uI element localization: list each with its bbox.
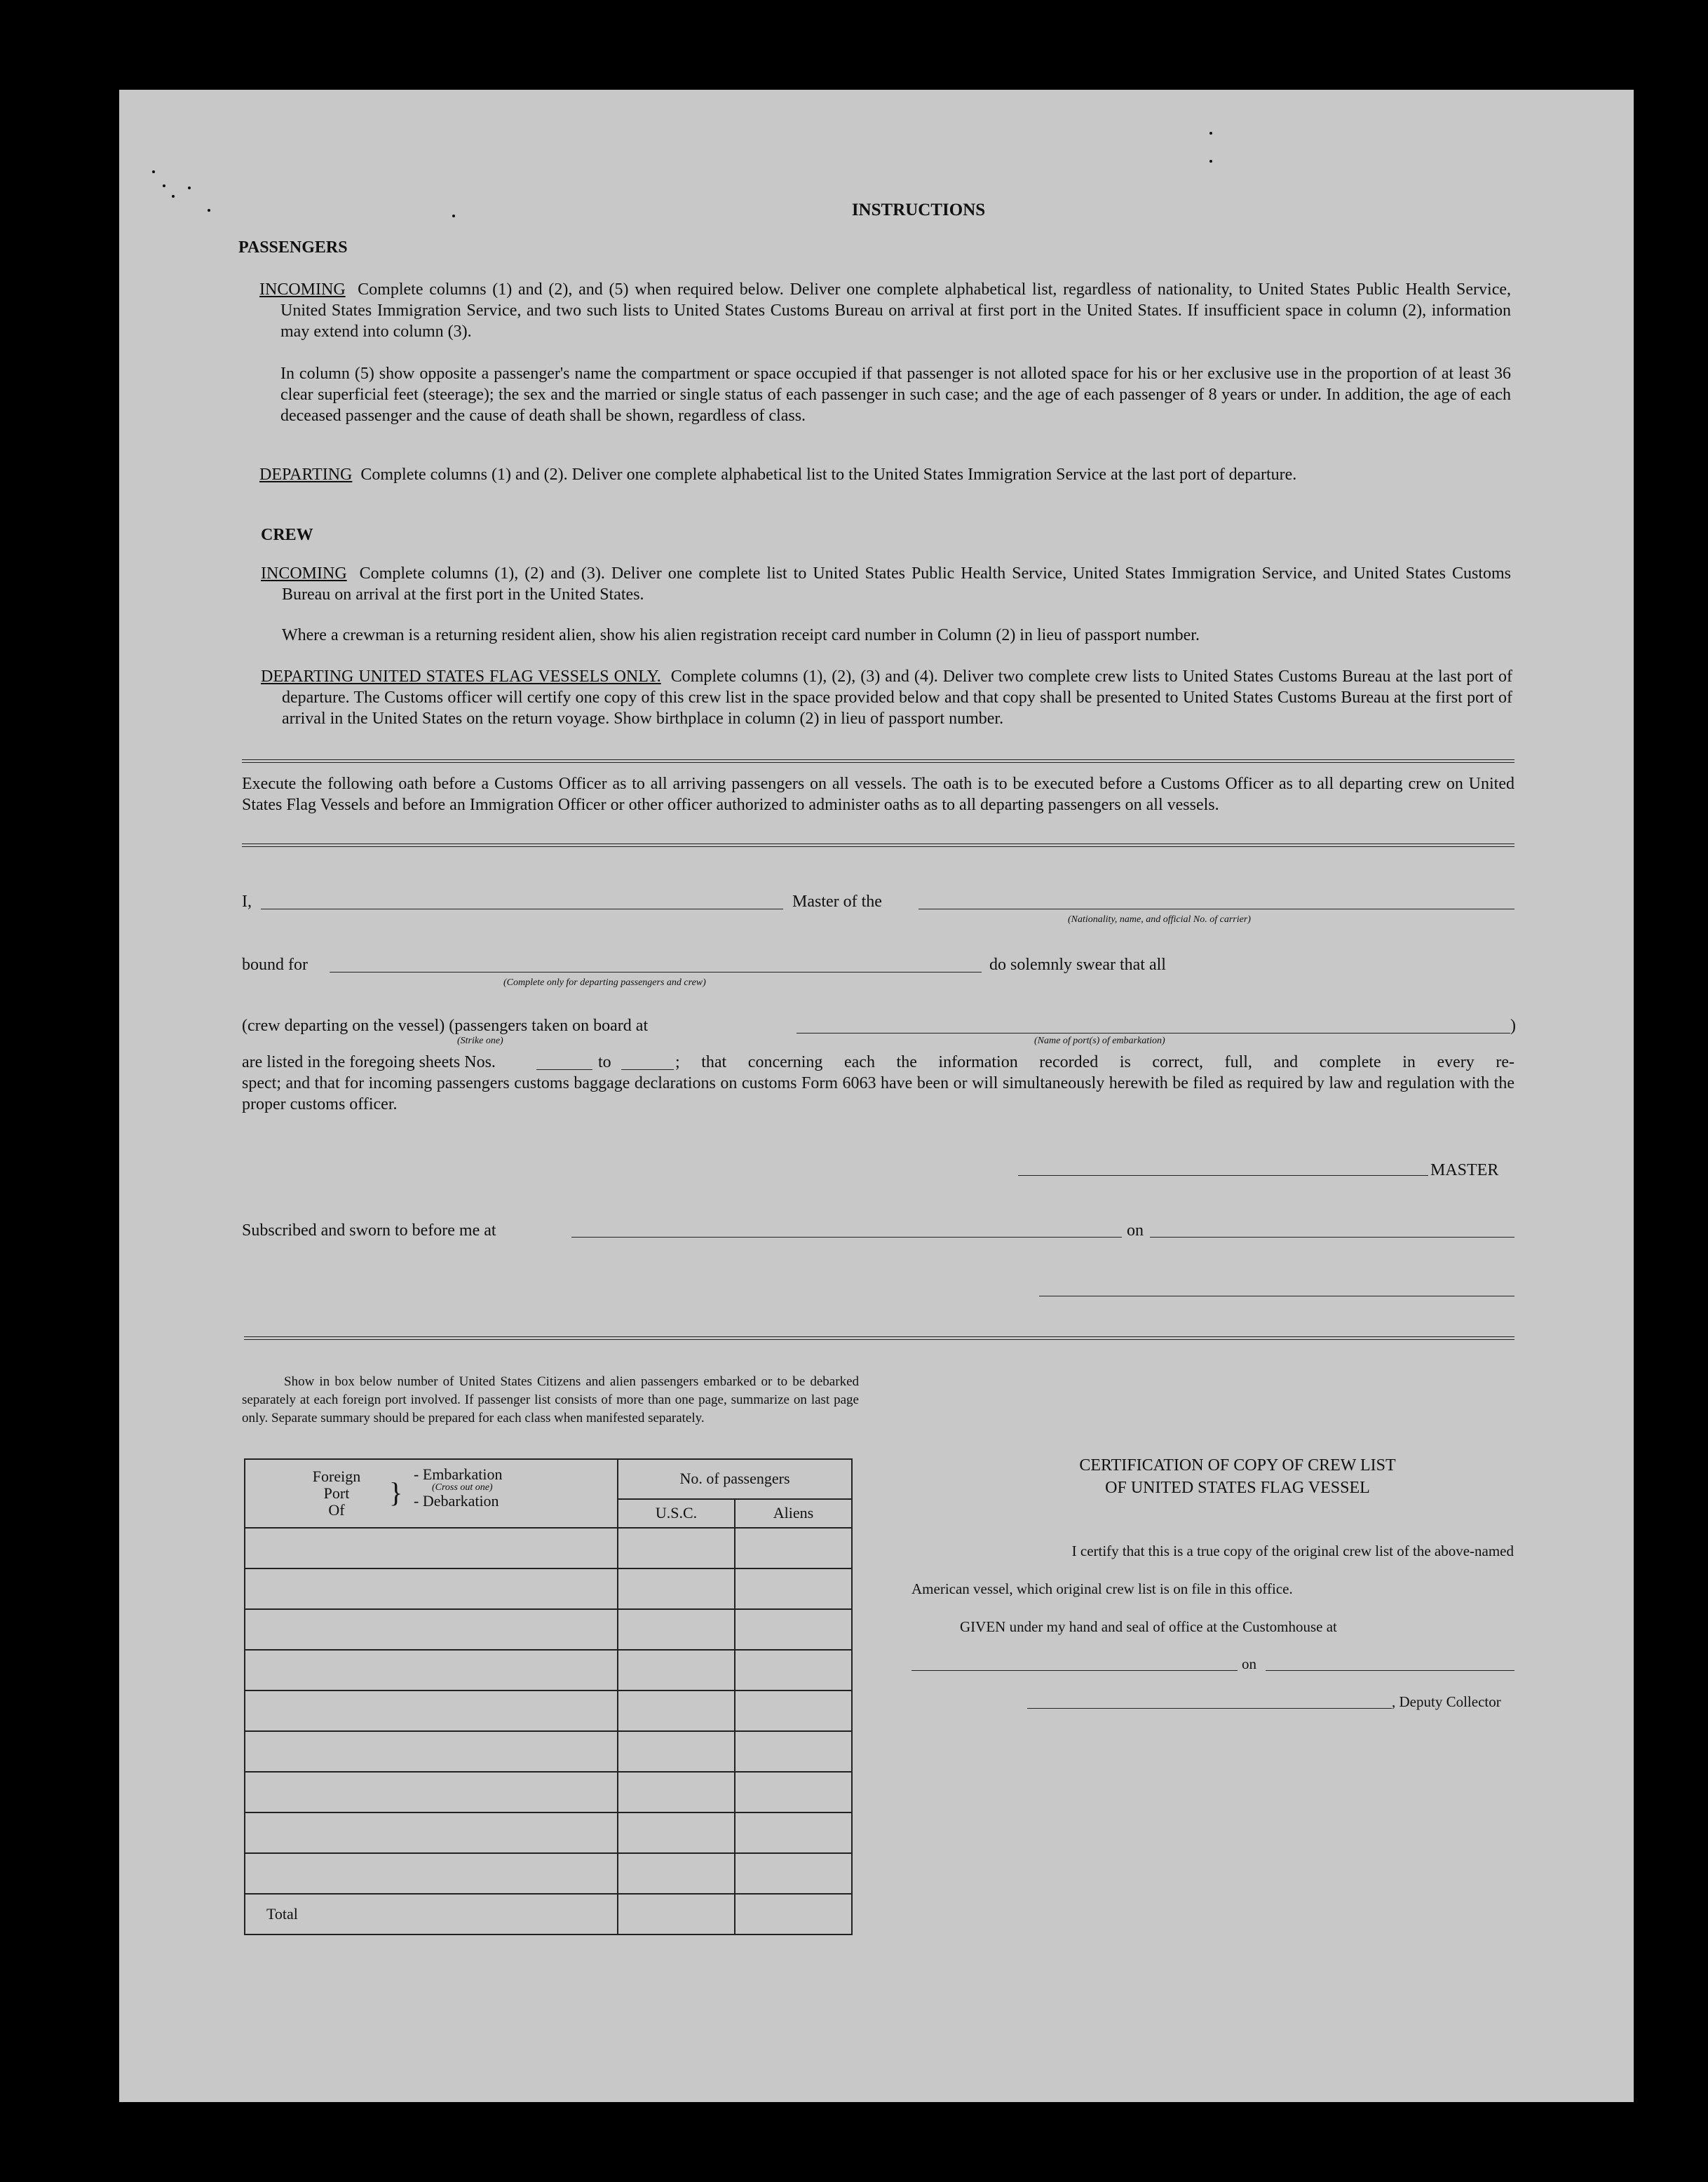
- crew-departing-paragraph: [261, 666, 1512, 729]
- usc-cell[interactable]: [618, 1812, 735, 1853]
- port-cell[interactable]: [245, 1528, 618, 1568]
- listed-line-b: ; that concerning each the information recorded is correct, full, and complete in every re-: [675, 1053, 1514, 1071]
- certification-title: [989, 1454, 1486, 1499]
- aliens-cell[interactable]: [735, 1609, 852, 1650]
- speck: [1209, 132, 1212, 135]
- master-signature-field[interactable]: [1018, 1175, 1428, 1176]
- speck: [172, 195, 175, 198]
- oath-intro: Execute the following oath before a Customs Officer as to all arriving passengers on all vessels. The oath is to be executed before a Customs Officer as to all departing crew on United States Flag Vessels and before an Immigration Officer or other officer authorized to administer oaths as to all departing passengers on all vessels.: [242, 775, 1514, 814]
- passengers-heading: PASSENGERS: [238, 238, 348, 257]
- crew-incoming-label: INCOMING: [261, 564, 347, 583]
- aliens-cell[interactable]: [735, 1812, 852, 1853]
- aliens-cell[interactable]: [735, 1853, 852, 1894]
- usc-cell[interactable]: [618, 1568, 735, 1609]
- port-cell[interactable]: [245, 1853, 618, 1894]
- crew-incoming-paragraph: [261, 563, 1511, 605]
- usc-cell[interactable]: [618, 1731, 735, 1772]
- cert-line-1: I certify that this is a true copy of the original crew list of the above-named: [1071, 1543, 1514, 1559]
- usc-header: U.S.C.: [618, 1499, 735, 1528]
- port-cell[interactable]: [245, 1812, 618, 1853]
- subscribed-label: Subscribed and sworn to before me at: [242, 1221, 496, 1240]
- brace-icon: }: [389, 1477, 403, 1508]
- crew-departing-text: Complete columns (1), (2), (3) and (4). Deliver two complete crew lists to United States Customs Bureau at the last port of departure. The Customs officer will certify one copy of this crew list in the space provided below and that copy shall be presented to United States Customs Bureau at the first port of arrival in the United States on the return voyage. Show birthplace in column (2) in lieu of passport number.: [282, 668, 1512, 728]
- passenger-summary-table: [244, 1458, 853, 1935]
- crew-departing-label: DEPARTING UNITED STATES FLAG VESSELS ONLY.: [261, 668, 661, 686]
- sheet-to-field[interactable]: [621, 1069, 674, 1070]
- no-passengers-header: No. of passengers: [618, 1459, 852, 1499]
- certification-title-line-1: CERTIFICATION OF COPY OF CREW LIST: [1079, 1456, 1396, 1475]
- port-cell[interactable]: [245, 1568, 618, 1609]
- passengers-departing-text: Complete columns (1) and (2). Deliver one complete alphabetical list to the United States Immigration Service at the last port of departure.: [360, 466, 1297, 484]
- port-of-embarkation-field[interactable]: [797, 1033, 1510, 1034]
- speck: [452, 215, 455, 217]
- crew-passengers-label: (crew departing on the vessel) (passengers taken on board at: [242, 1017, 649, 1035]
- passengers-incoming-text: Complete columns (1) and (2), and (5) when required below. Deliver one complete alphabetical list, regardless of nationality, to United States Public Health Service, United States Immigration Service, and two such lists to United States Customs Bureau on arrival at first port in the United States. If insufficient space in column (2), information may extend into column (3).: [280, 280, 1512, 341]
- aliens-header: Aliens: [735, 1499, 852, 1528]
- port-cell[interactable]: [245, 1609, 618, 1650]
- speck: [163, 184, 165, 187]
- strike-one-caption: (Strike one): [457, 1036, 503, 1046]
- total-label: Total: [245, 1894, 618, 1934]
- sworn-date-field[interactable]: [1150, 1237, 1514, 1238]
- divider: [244, 1336, 1514, 1340]
- cert-date-field[interactable]: [1266, 1670, 1514, 1671]
- certification-title-line-2: OF UNITED STATES FLAG VESSEL: [1105, 1479, 1370, 1497]
- listed-to-label: to: [598, 1053, 611, 1071]
- bound-caption: (Complete only for departing passengers and crew): [503, 977, 706, 988]
- swear-label: do solemnly swear that all: [989, 956, 1166, 974]
- divider: [242, 843, 1514, 847]
- aliens-cell[interactable]: [735, 1528, 852, 1568]
- embarkation-label: - Embarkation: [414, 1465, 503, 1483]
- listed-line-a: are listed in the foregoing sheets Nos.: [242, 1053, 496, 1071]
- aliens-cell[interactable]: [735, 1772, 852, 1812]
- crew-heading: CREW: [261, 526, 313, 544]
- aliens-cell[interactable]: [735, 1650, 852, 1690]
- deputy-collector-label: , Deputy Collector: [1392, 1693, 1501, 1710]
- of-label: Of: [328, 1501, 345, 1519]
- passengers-departing-label: DEPARTING: [259, 466, 353, 484]
- close-paren: ): [1510, 1017, 1516, 1035]
- cert-on-label: on: [1242, 1655, 1256, 1672]
- summary-instructions: Show in box below number of United States Citizens and alien passengers embarked or to be debarked separately at each foreign port involved. If passenger list consists of more than one page, summarize on last page only. Separate summary should be prepared for each class when manifested separately.: [242, 1374, 859, 1425]
- speck: [1209, 160, 1212, 163]
- master-of-the-label: Master of the: [792, 893, 882, 911]
- customhouse-field[interactable]: [911, 1670, 1238, 1671]
- usc-cell[interactable]: [618, 1853, 735, 1894]
- sheet-from-field[interactable]: [536, 1069, 592, 1070]
- passengers-departing-paragraph: [259, 464, 1511, 485]
- port-label: Port: [323, 1484, 350, 1502]
- debarkation-label: - Debarkation: [414, 1492, 499, 1510]
- page-title: INSTRUCTIONS: [851, 201, 986, 219]
- usc-total-cell[interactable]: [618, 1894, 735, 1934]
- port-cell[interactable]: [245, 1772, 618, 1812]
- passengers-column5-paragraph: In column (5) show opposite a passenger's name the compartment or space occupied if that passenger is not alloted space for his or her exclusive use in the proportion of at least 36 clear superficial feet (steerage); the sex and the married or single status of each passenger in such case; and the age of each passenger of 8 years or under. In addition, the age of each deceased passenger and the cause of death shall be shown, regardless of class.: [280, 365, 1511, 425]
- carrier-caption: (Nationality, name, and official No. of carrier): [1068, 914, 1251, 925]
- bound-for-field[interactable]: [330, 972, 982, 973]
- oath-i-label: I,: [242, 893, 252, 911]
- sworn-place-field[interactable]: [571, 1237, 1122, 1238]
- aliens-cell[interactable]: [735, 1690, 852, 1731]
- crew-resident-paragraph: Where a crewman is a returning resident alien, show his alien registration receipt card number in Column (2) in lieu of passport number.: [282, 626, 1200, 644]
- aliens-cell[interactable]: [735, 1731, 852, 1772]
- sworn-on-label: on: [1127, 1221, 1144, 1240]
- usc-cell[interactable]: [618, 1609, 735, 1650]
- foreign-label: Foreign: [312, 1468, 361, 1485]
- deputy-signature-field[interactable]: [1027, 1708, 1392, 1709]
- cert-line-3: GIVEN under my hand and seal of office at the Customhouse at: [960, 1618, 1337, 1635]
- port-header-cell: [245, 1459, 618, 1528]
- port-cell[interactable]: [245, 1731, 618, 1772]
- master-label: MASTER: [1430, 1161, 1499, 1179]
- cert-line-2: American vessel, which original crew list is on file in this office.: [911, 1580, 1293, 1597]
- bound-for-label: bound for: [242, 956, 308, 974]
- passengers-incoming-paragraph: [259, 279, 1511, 342]
- form-page: [119, 90, 1634, 2102]
- usc-cell[interactable]: [618, 1528, 735, 1568]
- speck: [188, 187, 191, 189]
- aliens-cell[interactable]: [735, 1568, 852, 1609]
- cross-out-label: (Cross out one): [432, 1482, 493, 1493]
- crew-incoming-text: Complete columns (1), (2) and (3). Deliver one complete list to United States Public Health Service, United States Immigration Service, and United States Customs Bureau on arrival at the first port in the United States.: [282, 564, 1512, 604]
- passengers-incoming-label: INCOMING: [259, 280, 346, 299]
- port-caption: (Name of port(s) of embarkation): [1034, 1036, 1165, 1046]
- divider: [242, 759, 1514, 763]
- usc-cell[interactable]: [618, 1650, 735, 1690]
- listed-line-c: spect; and that for incoming passengers customs baggage declarations on customs Form 6063 have been or will simultaneously herewith be filed as required by law and regulation with the proper customs officer.: [242, 1074, 1514, 1113]
- usc-cell[interactable]: [618, 1690, 735, 1731]
- speck: [152, 170, 155, 173]
- aliens-total-cell[interactable]: [735, 1894, 852, 1934]
- port-cell[interactable]: [245, 1690, 618, 1731]
- usc-cell[interactable]: [618, 1772, 735, 1812]
- port-cell[interactable]: [245, 1650, 618, 1690]
- speck: [208, 209, 210, 212]
